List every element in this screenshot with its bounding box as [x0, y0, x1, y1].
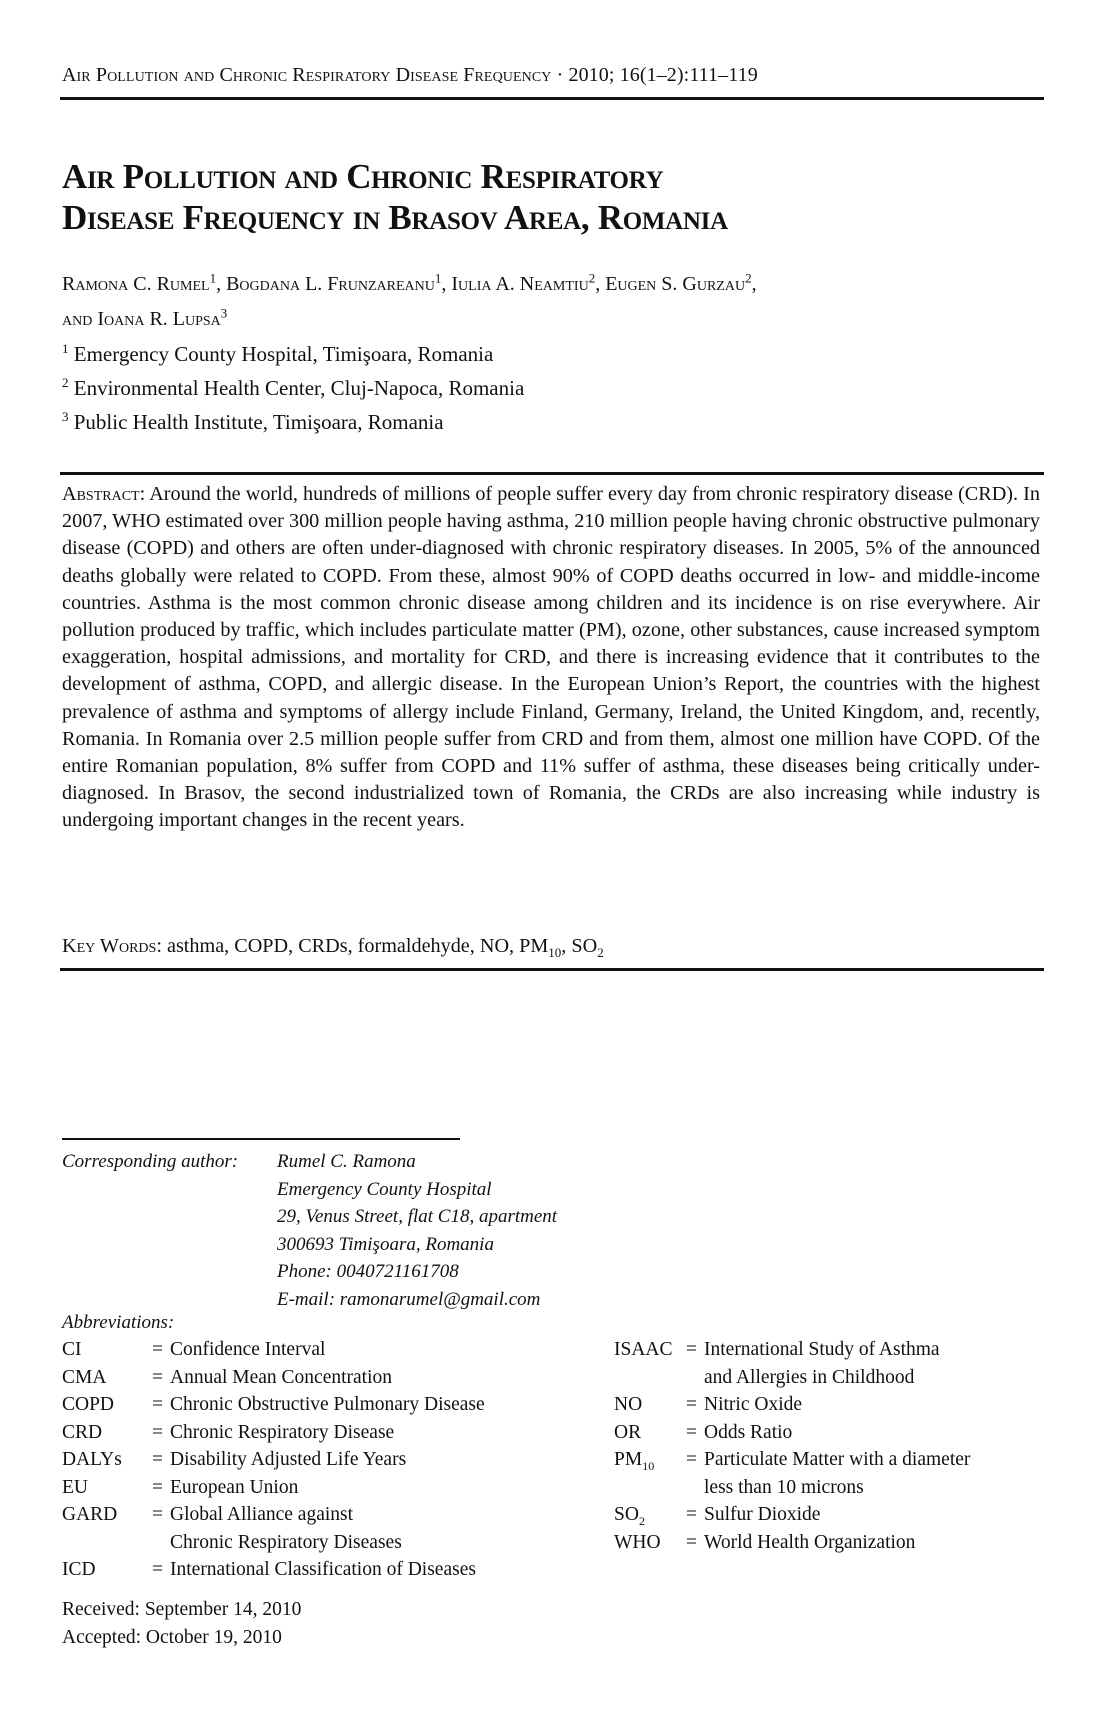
abbreviation-value: Chronic Obstructive Pulmonary Disease [170, 1394, 485, 1415]
abbreviation-equals: = [152, 1421, 163, 1443]
affiliation-text: Emergency County Hospital, Timişoara, Romania [73, 342, 494, 366]
abbreviation-row [614, 1501, 970, 1529]
abbreviation-equals: = [152, 1449, 163, 1470]
abbreviation-value: Sulfur Dioxide [704, 1504, 821, 1525]
abbreviation-equals: = [152, 1504, 163, 1525]
abbreviation-equals: = [686, 1339, 697, 1360]
corresponding-author-details [277, 1148, 557, 1313]
abbreviation-key: CMA [62, 1366, 107, 1388]
abbreviation-equals: = [686, 1394, 697, 1415]
abbreviation-row [62, 1364, 485, 1392]
affiliation-text: Public Health Institute, Timişoara, Romania [73, 410, 444, 434]
abbreviation-key: OR [614, 1421, 642, 1443]
abbreviation-equals: = [686, 1531, 697, 1553]
keywords [62, 935, 604, 961]
affiliation-number: 1 [62, 341, 69, 356]
running-head-separator: · [551, 64, 569, 86]
running-head-title: Air Pollution and Chronic Respiratory Disease Frequency [62, 64, 552, 86]
abbreviation-equals: = [686, 1421, 697, 1443]
abbreviation-equals: = [152, 1559, 163, 1580]
abbreviation-row [62, 1556, 485, 1584]
abbreviation-value-continued: and Allergies in Childhood [704, 1366, 915, 1388]
keywords-so-subscript: 2 [597, 945, 604, 961]
author-affiliation-mark: 3 [220, 305, 228, 321]
abbreviation-equals: = [152, 1476, 163, 1498]
abbreviation-row [614, 1529, 970, 1557]
abbreviation-key-subscript: 2 [638, 1513, 645, 1528]
article-title-line-2: Disease Frequency in Brasov Area, Romania [62, 198, 728, 237]
keywords-pm-subscript: 10 [548, 945, 562, 961]
abstract-bottom-rule [60, 968, 1044, 971]
abbreviations-left-column [62, 1336, 485, 1584]
abbreviation-row [62, 1474, 485, 1502]
abbreviation-value: Global Alliance against [170, 1504, 354, 1525]
abstract [62, 481, 1040, 835]
author-affiliation-mark: 1 [209, 270, 217, 286]
article-title [62, 156, 728, 238]
article-title-line-1: Air Pollution and Chronic Respiratory [62, 157, 664, 196]
corresponding-author-institution: Emergency County Hospital [277, 1178, 492, 1200]
abbreviation-key: CI [62, 1339, 82, 1360]
affiliation [62, 405, 444, 439]
author-name: Ramona C. Rumel [62, 273, 210, 295]
abbreviations-label: Abbreviations: [62, 1312, 175, 1333]
abbreviation-value-continued: Chronic Respiratory Diseases [170, 1531, 402, 1553]
abbreviation-equals: = [686, 1449, 697, 1470]
abbreviation-value-continued: less than 10 microns [704, 1476, 864, 1498]
corresponding-author-label: Corresponding author: [62, 1151, 239, 1172]
abbreviation-key: WHO [614, 1531, 661, 1553]
author-affiliation-mark: 2 [588, 270, 596, 286]
abbreviation-equals: = [686, 1504, 697, 1525]
abbreviation-key: CRD [62, 1421, 103, 1443]
abbreviation-key: GARD [62, 1504, 118, 1525]
affiliation-number: 3 [62, 409, 69, 424]
abbreviation-equals: = [152, 1394, 163, 1415]
footnote-rule [62, 1138, 460, 1140]
author-affiliation-mark: 2 [745, 270, 752, 286]
abbreviation-row [614, 1391, 970, 1419]
affiliation-number: 2 [62, 375, 69, 390]
abbreviation-key: NO [614, 1394, 643, 1415]
header-rule [60, 97, 1044, 100]
keywords-text-2: , SO [561, 935, 598, 957]
keywords-text: asthma, COPD, CRDs, formaldehyde, NO, PM [166, 935, 549, 957]
corresponding-author-street: 29, Venus Street, flat C18, apartment [277, 1206, 558, 1227]
abstract-label: Abstract: [62, 483, 146, 505]
abbreviation-value: Chronic Respiratory Disease [170, 1421, 395, 1443]
abbreviation-key-subscript: 10 [642, 1458, 655, 1473]
abbreviation-value: Confidence Interval [170, 1339, 326, 1360]
abbreviation-row [614, 1446, 970, 1474]
author-name: Iulia A. Neamtiu [451, 273, 589, 295]
abbreviation-key: ISAAC [614, 1339, 673, 1360]
author-name: Bogdana L. Frunzareanu [226, 273, 435, 295]
corresponding-author-city: 300693 Timişoara, Romania [277, 1233, 494, 1255]
abbreviation-row [62, 1419, 485, 1447]
abbreviation-equals: = [152, 1339, 163, 1360]
abbreviation-value: Odds Ratio [704, 1421, 793, 1443]
abbreviation-value: Nitric Oxide [704, 1394, 803, 1415]
abbreviation-value: World Health Organization [704, 1531, 916, 1553]
running-head-citation: 2010; 16(1–2):111–119 [568, 64, 758, 86]
author-conjunction: and [62, 308, 93, 330]
abbreviation-value: Disability Adjusted Life Years [170, 1449, 407, 1470]
abbreviation-value: Annual Mean Concentration [170, 1366, 393, 1388]
affiliation [62, 337, 493, 371]
article-dates [62, 1596, 301, 1651]
corresponding-author-email: E-mail: ramonarumel@gmail.com [277, 1288, 541, 1310]
abbreviation-row [614, 1419, 970, 1447]
affiliation-text: Environmental Health Center, Cluj-Napoca, Romania [73, 376, 525, 400]
abbreviation-row [614, 1336, 970, 1364]
author-list: Ramona C. Rumel$^1$, Bogdana L. Frunzareanu$^1$, Iulia A. Neamtiu$^2$, Eugen S. Gurzau$^2$, and Ioana R. Lupsa$^3$ [62, 270, 757, 330]
author-name: Eugen S. Gurzau [605, 273, 746, 295]
abbreviation-key: SO [614, 1504, 639, 1525]
abbreviation-value: International Classification of Diseases [170, 1559, 476, 1580]
abbreviation-row [62, 1391, 485, 1419]
abbreviation-key: COPD [62, 1394, 115, 1415]
abbreviation-row [62, 1446, 485, 1474]
keywords-label: Key Words: [62, 935, 162, 957]
author-affiliation-mark: 1 [434, 270, 442, 286]
abstract-top-rule [60, 472, 1044, 475]
running-head [62, 64, 758, 87]
abbreviation-key: PM [614, 1449, 643, 1470]
abbreviation-value: European Union [170, 1476, 299, 1498]
abbreviation-key: DALYs [62, 1449, 122, 1470]
abbreviation-equals: = [152, 1366, 163, 1388]
author-name: Ioana R. Lupsa [97, 308, 221, 330]
abbreviation-value: International Study of Asthma [704, 1339, 940, 1360]
affiliation [62, 371, 524, 405]
abbreviation-row [62, 1336, 485, 1364]
abbreviation-row [62, 1501, 485, 1529]
received-date: Received: September 14, 2010 [62, 1599, 302, 1620]
abbreviations-right-column [614, 1336, 970, 1556]
corresponding-author-name: Rumel C. Ramona [277, 1151, 416, 1172]
abbreviation-key: EU [62, 1476, 88, 1498]
abbreviation-value: Particulate Matter with a diameter [704, 1449, 971, 1470]
corresponding-author-phone: Phone: 0040721161708 [277, 1261, 459, 1282]
abstract-text: Around the world, hundreds of millions of people suffer every day from chronic respiratory disease (CRD). In 2007, WHO estimated over 300 million people having asthma, 210 million people having chronic obstructive pulmonary disease (COPD) and others are often under-diagnosed with chronic respiratory diseases. In 2005, 5% of the announced deaths globally were related to COPD. From these, almost 90% of COPD deaths occurred in low- and middle-income countries. Asthma is the most common chronic disease among children and its incidence is on rise everywhere. Air pollution produced by traffic, which includes particulate matter (PM), ozone, other substances, cause increased symptom exaggeration, hospital admissions, and mortality for CRD, and there is increasing evidence that it contributes to the development of asthma, COPD, and allergic disease. In the European Union’s Report, the countries with the highest prevalence of asthma and symptoms of allergy include Finland, Germany, Ireland, the United Kingdom, and, recently, Romania. In Romania over 2.5 million people suffer from CRD and from them, almost one million have COPD. Of the entire Romanian population, 8% suffer from COPD and 11% suffer of asthma, these diseases being critically under-diagnosed. In Brasov, the second industrialized town of Romania, the CRDs are also increasing while industry is undergoing important changes in the recent years. [62, 483, 1041, 832]
abbreviation-key: ICD [62, 1559, 96, 1580]
accepted-date: Accepted: October 19, 2010 [62, 1626, 282, 1648]
